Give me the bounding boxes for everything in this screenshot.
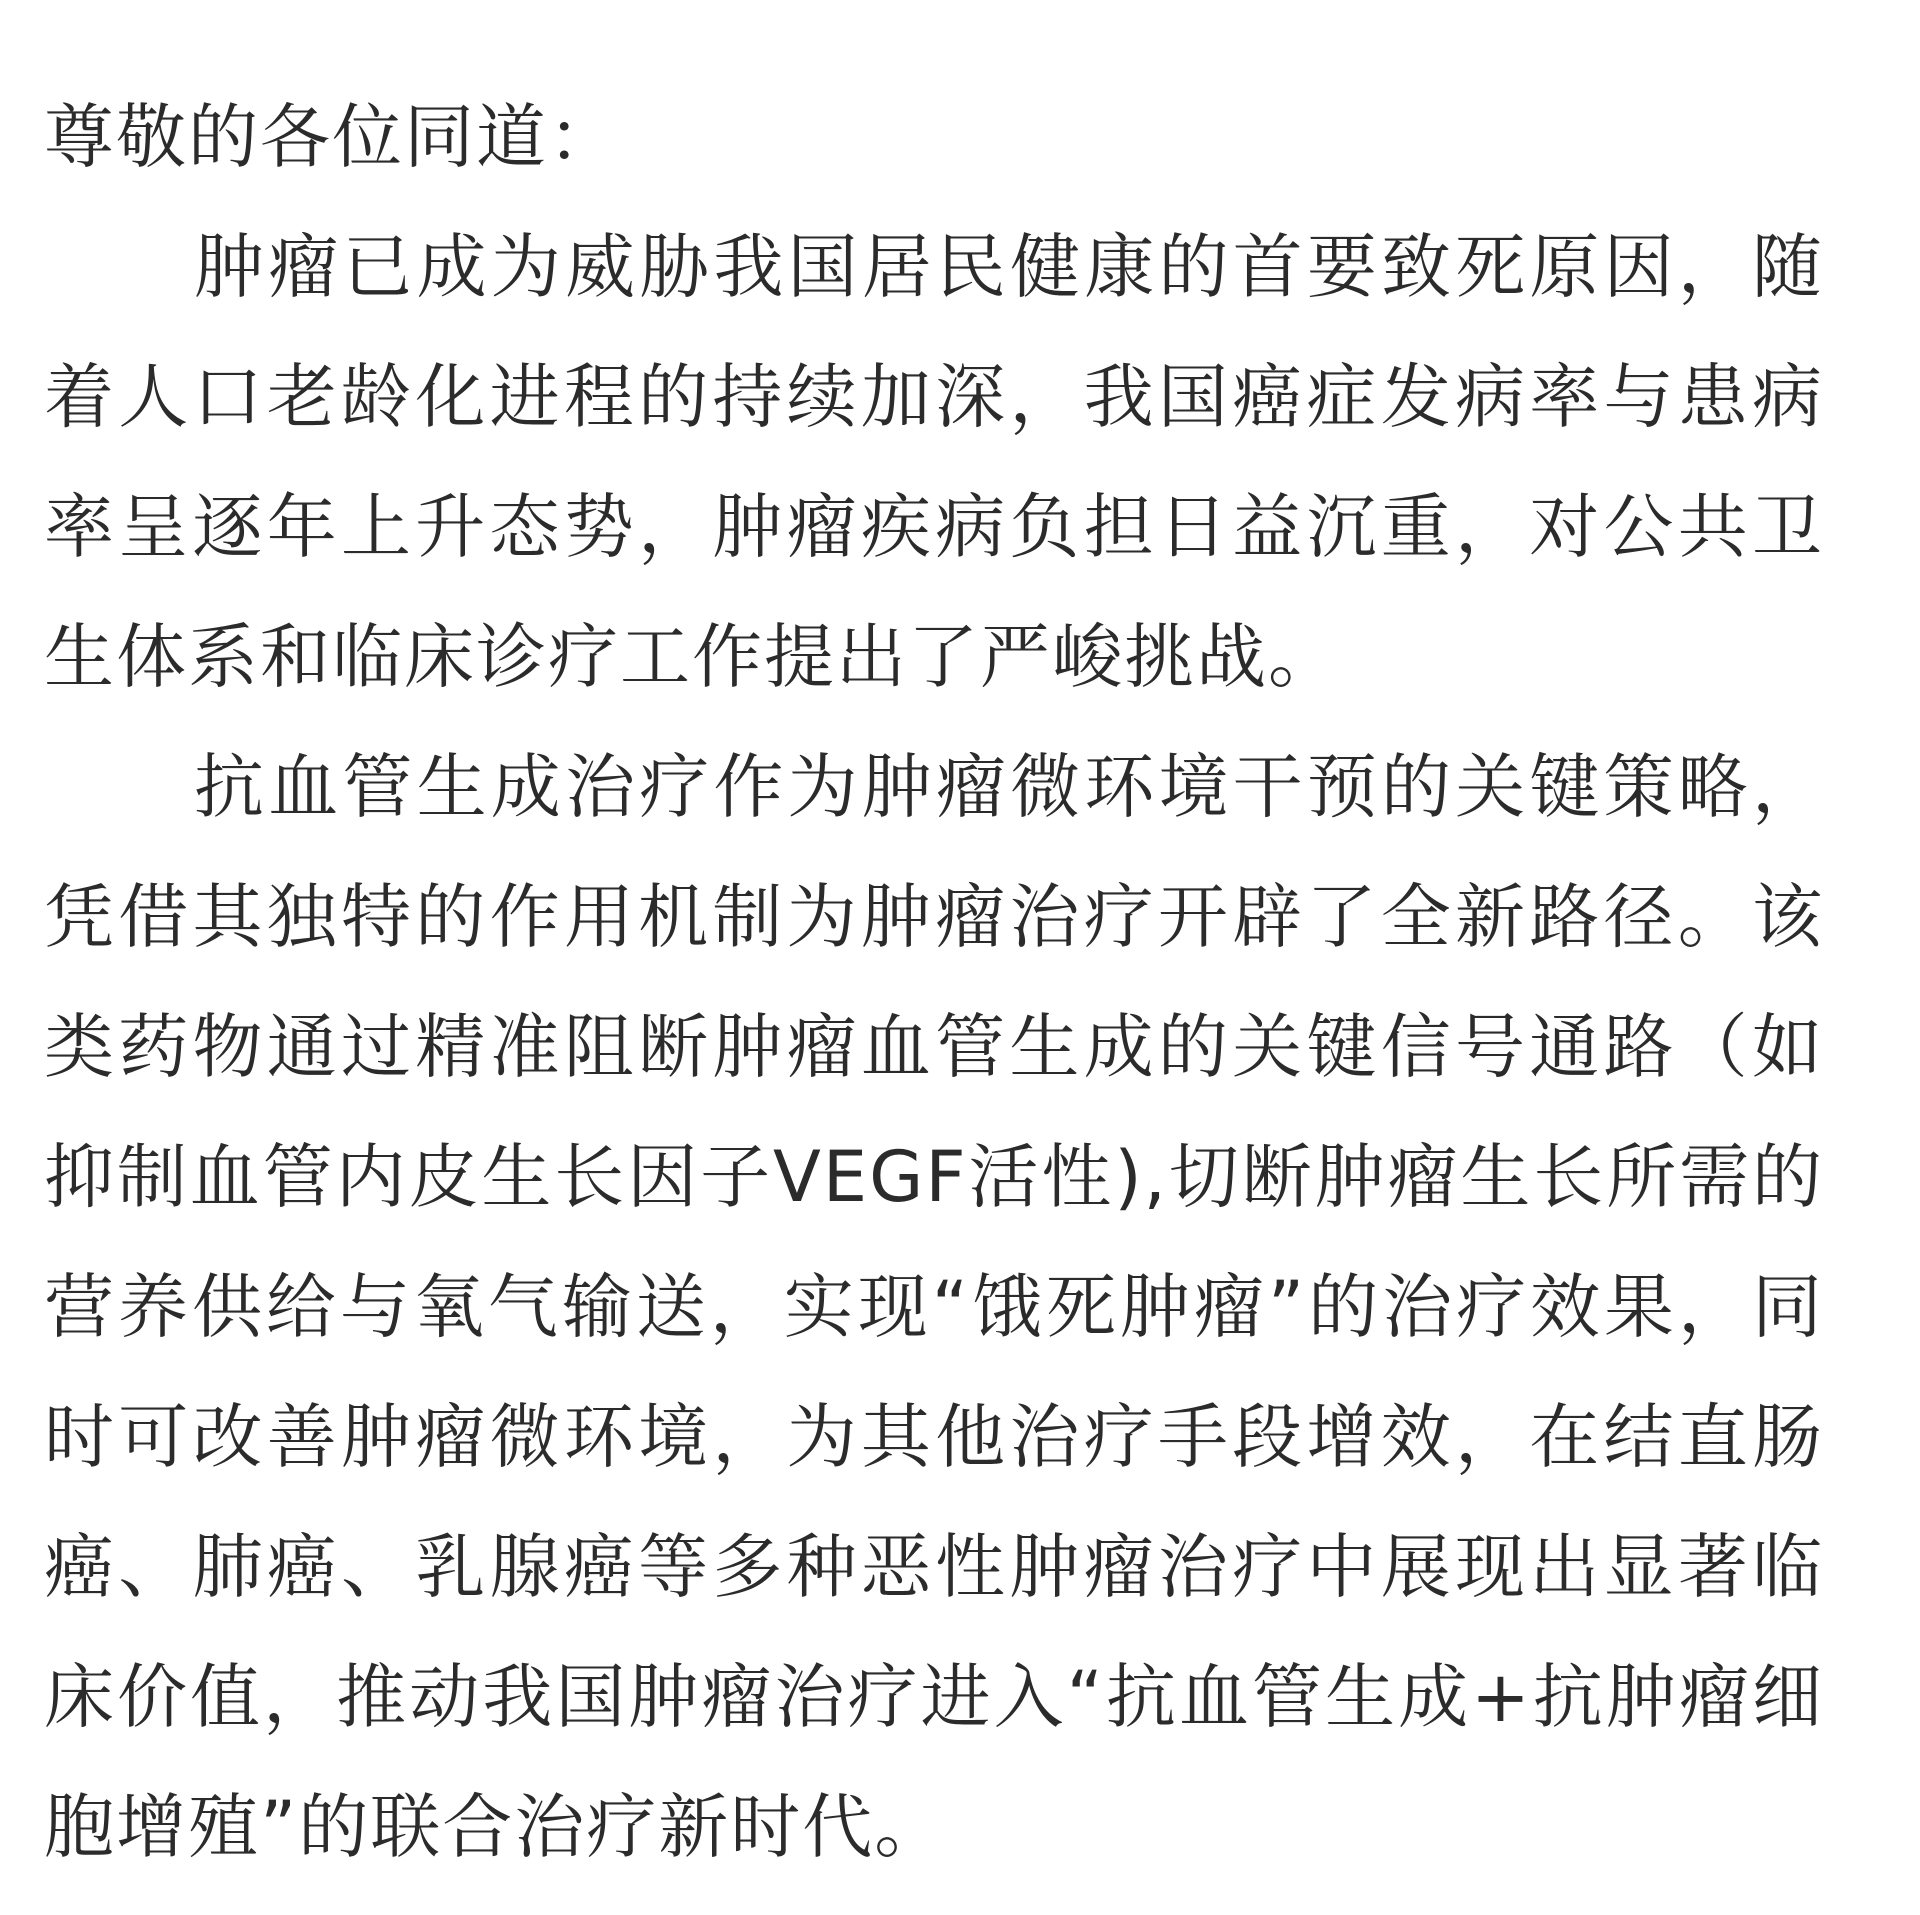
paragraph-cancer-burden: 肿瘤已成为威胁我国居民健康的首要致死原因，随着人口老龄化进程的持续加深，我国癌症发病率与患病率呈逐年上升态势，肿瘤疾病负担日益沉重，对公共卫生体系和临床诊疗工作提出了严峻挑战。 [44, 226, 1824, 698]
paragraph-anti-angiogenesis: 抗血管生成治疗作为肿瘤微环境干预的关键策略，凭借其独特的作用机制为肿瘤治疗开辟了全新路径。该类药物通过精准阻断肿瘤血管生成的关键信号通路（如抑制血管内皮生长因子VEGF活性),切断肿瘤生长所需的营养供给与氧气输送，实现“饿死肿瘤”的治疗效果，同时可改善肿瘤微环境，为其他治疗手段增效，在结直肠癌、肺癌、乳腺癌等多种恶性肿瘤治疗中展现出显著临床价值，推动我国肿瘤治疗进入“抗血管生成+抗肿瘤细胞增殖”的联合治疗新时代。 [44, 746, 1824, 1868]
letter-body [44, 72, 1824, 1892]
greeting: 尊敬的各位同道： [44, 96, 620, 178]
